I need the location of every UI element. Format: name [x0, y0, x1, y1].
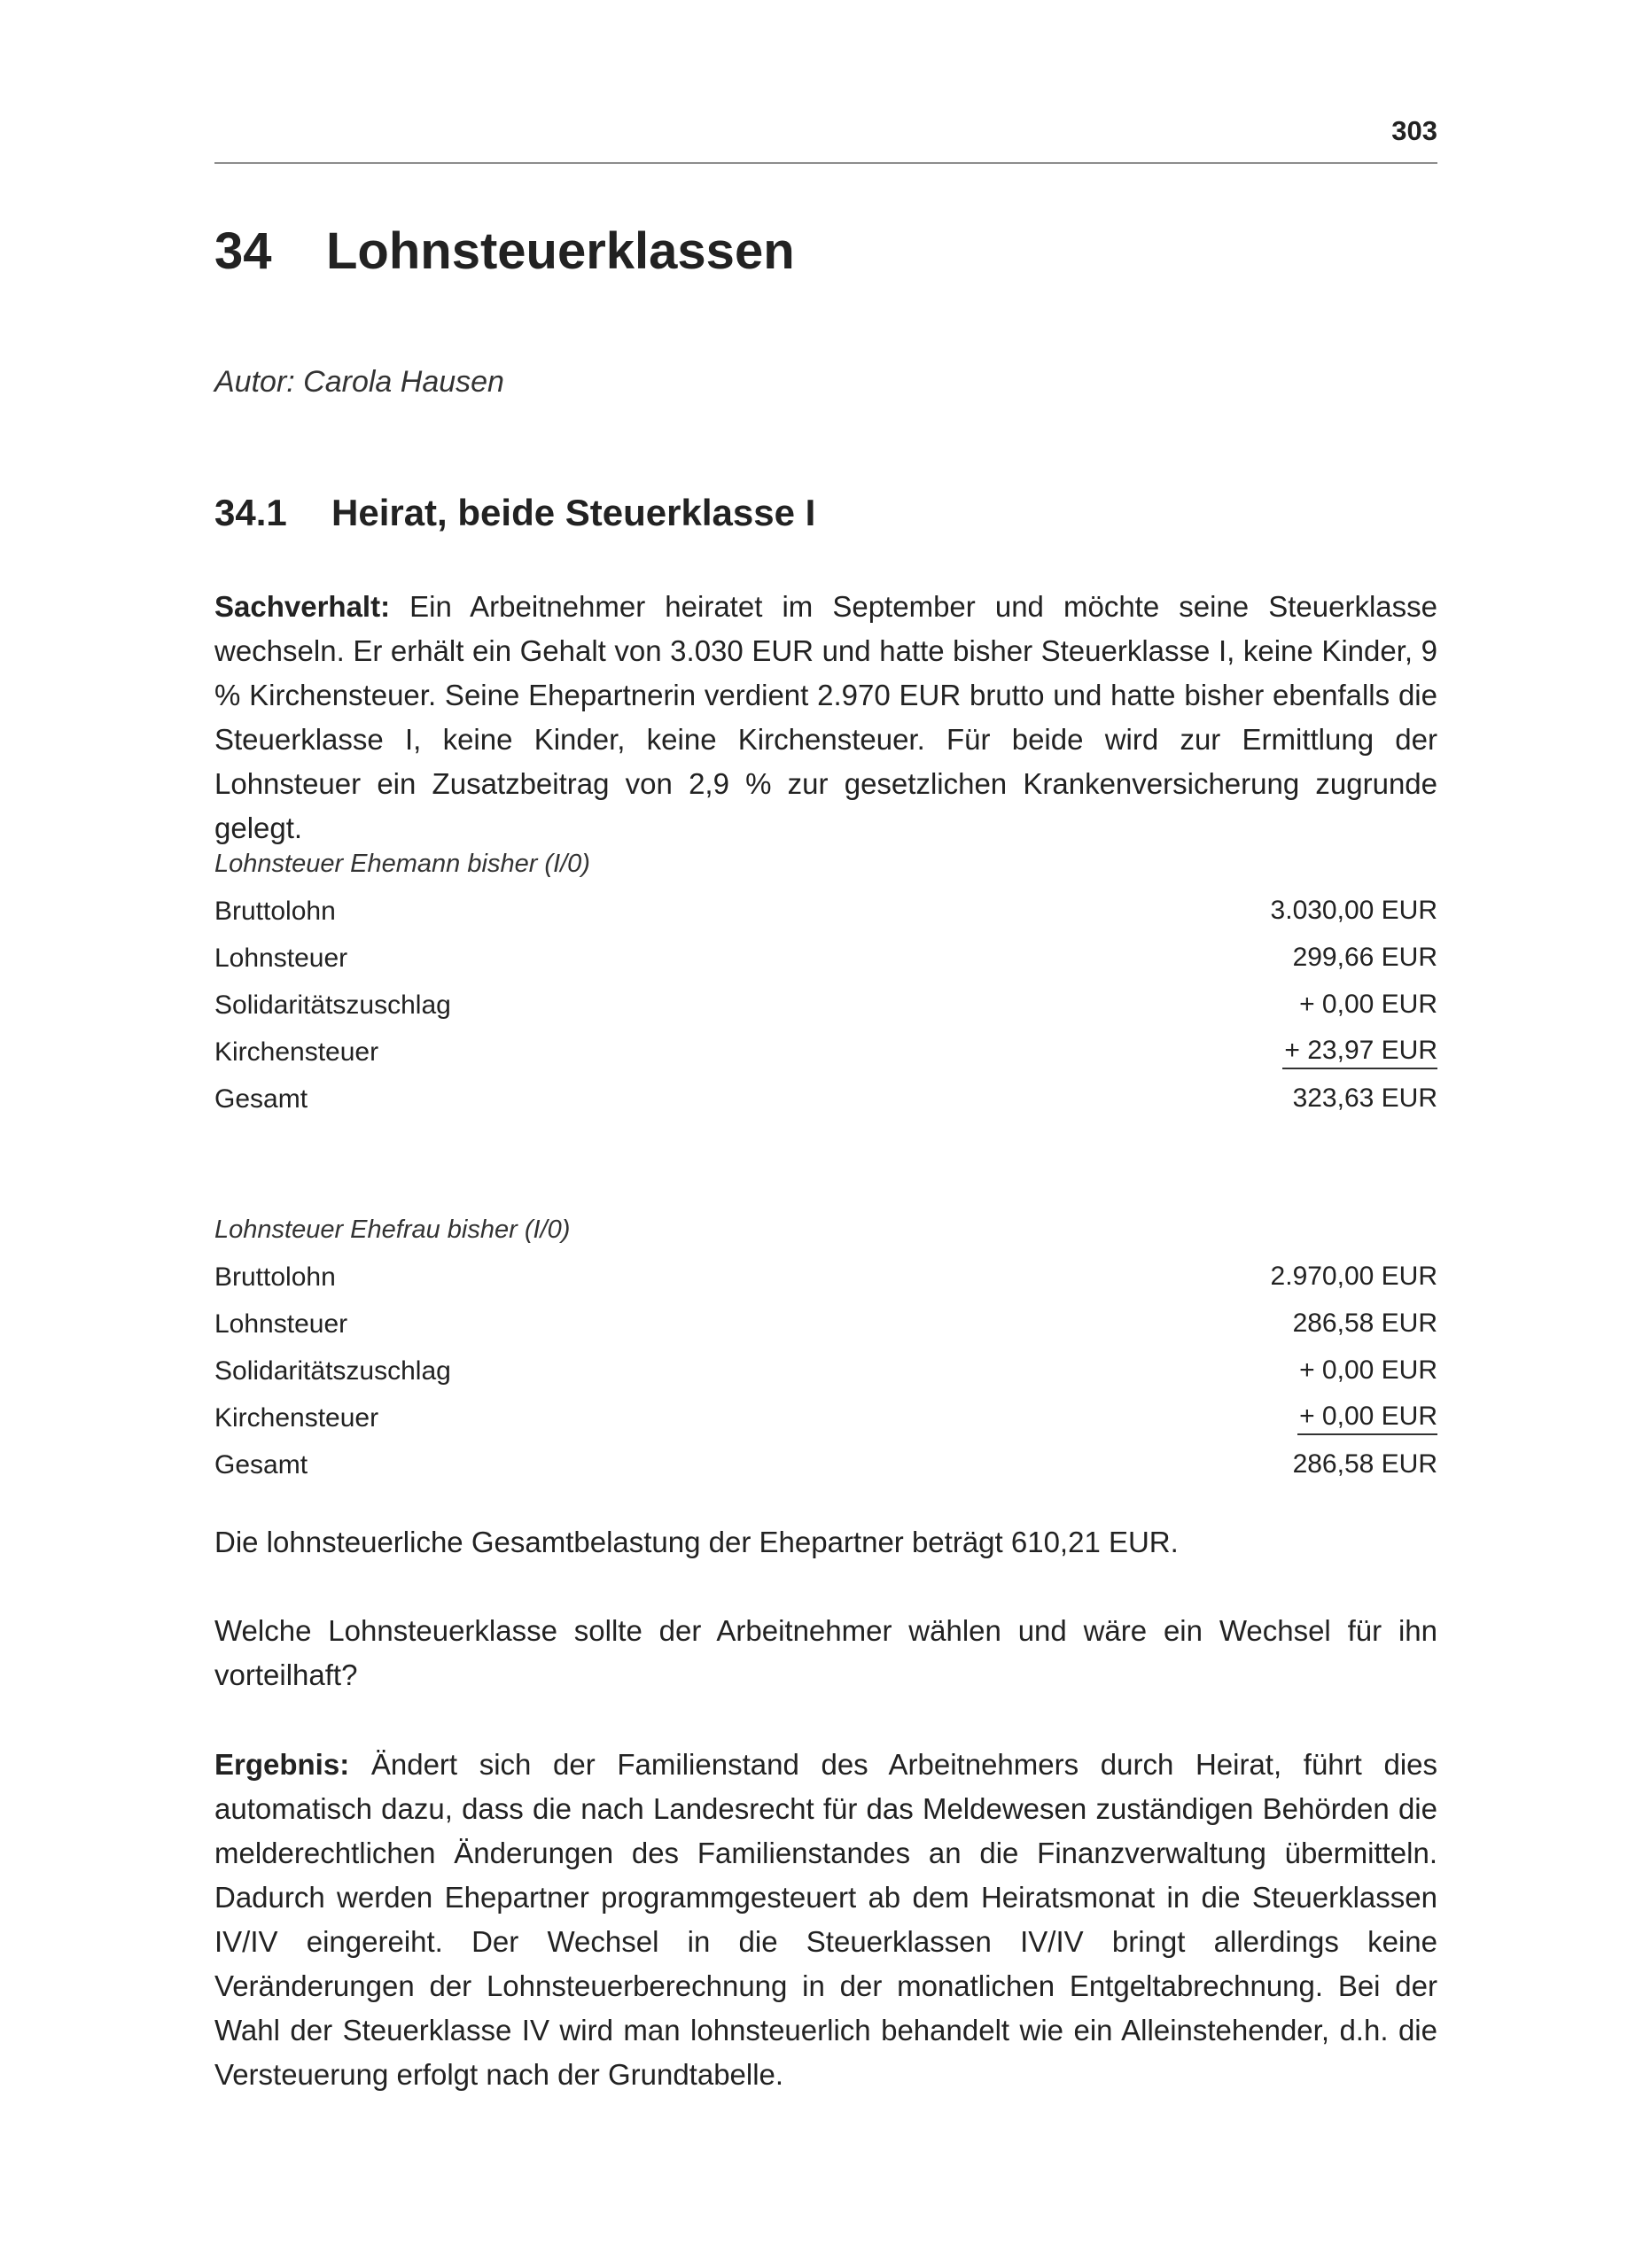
table-row — [214, 1348, 1437, 1394]
row-label: Kirchensteuer — [214, 1037, 379, 1067]
section-title — [214, 492, 815, 534]
row-label: Lohnsteuer — [214, 1309, 348, 1339]
table-caption: Lohnsteuer Ehemann bisher (I/0) — [214, 850, 590, 878]
row-label: Solidaritätszuschlag — [214, 990, 451, 1020]
table-ehemann — [214, 841, 1437, 1122]
gesamtbelastung-paragraph: Die lohnsteuerliche Gesamtbelastung der Ehepartner beträgt 610,21 EUR. — [214, 1526, 1179, 1558]
section-title-text: Heirat, beide Steuerklasse I — [331, 492, 816, 533]
table-row — [214, 1301, 1437, 1348]
row-value-total: 286,58 EUR — [1292, 1449, 1437, 1479]
row-value-total: 323,63 EUR — [1292, 1083, 1437, 1113]
chapter-title — [214, 221, 795, 281]
row-value: 3.030,00 EUR — [1270, 895, 1437, 925]
chapter-title-text: Lohnsteuerklassen — [326, 222, 795, 280]
row-value-underlined: + 23,97 EUR — [1282, 1036, 1437, 1069]
table-row — [214, 935, 1437, 982]
section-number: 34.1 — [214, 492, 287, 533]
row-value-underlined: + 0,00 EUR — [1297, 1402, 1437, 1435]
row-label: Gesamt — [214, 1084, 308, 1114]
row-label: Bruttolohn — [214, 896, 336, 926]
table-ehefrau — [214, 1207, 1437, 1488]
row-value: 286,58 EUR — [1292, 1308, 1437, 1338]
table-row-total — [214, 1441, 1437, 1488]
table-row-total — [214, 1076, 1437, 1122]
table-row — [214, 1029, 1437, 1076]
table-caption: Lohnsteuer Ehefrau bisher (I/0) — [214, 1216, 571, 1244]
row-label: Kirchensteuer — [214, 1402, 379, 1433]
ergebnis-text: Ändert sich der Familienstand des Arbeitnehmers durch Heirat, führt dies automatisch dazu, dass die nach Landesrecht für das Meldewesen zuständigen Behörden die melderechtlichen Änderungen des Familienstandes an die Finanzverwaltung übermitteln. Dadurch werden Ehepartner programmgesteuert ab dem Heiratsmonat in die Steuerklassen IV/IV eingereiht. Der Wechsel in die Steuerklassen IV/IV bringt allerdings keine Veränderungen der Lohnsteuerberechnung in der monatlichen Entgeltabrechnung. Bei der Wahl der Steuerklasse IV wird man lohnsteuerlich behandelt wie ein Alleinstehender, d.h. die Versteuerung erfolgt nach der Grundtabelle. — [214, 1748, 1437, 2091]
table-row — [214, 982, 1437, 1029]
header-rule — [214, 162, 1437, 164]
row-value: 299,66 EUR — [1292, 942, 1437, 972]
ergebnis-label: Ergebnis: — [214, 1748, 350, 1781]
row-value: 2.970,00 EUR — [1270, 1261, 1437, 1291]
row-value: + 0,00 EUR — [1299, 1355, 1437, 1385]
row-label: Lohnsteuer — [214, 943, 348, 973]
sachverhalt-paragraph — [214, 585, 1437, 850]
table-row — [214, 1394, 1437, 1441]
frage-paragraph: Welche Lohnsteuerklasse sollte der Arbeitnehmer wählen und wäre ein Wechsel für ihn vorteilhaft? — [214, 1614, 1437, 1691]
ergebnis-paragraph — [214, 1743, 1437, 2097]
page-number: 303 — [1391, 115, 1437, 146]
row-label: Gesamt — [214, 1449, 308, 1480]
sachverhalt-text: Ein Arbeitnehmer heiratet im September und möchte seine Steuerklasse wechseln. Er erhält ein Gehalt von 3.030 EUR und hatte bisher Steuerklasse I, keine Kinder, 9 % Kirchensteuer. Seine Ehepartnerin verdient 2.970 EUR brutto und hatte bisher ebenfalls die Steuerklasse I, keine Kinder, keine Kirchensteuer. Für beide wird zur Ermittlung der Lohnsteuer ein Zusatzbeitrag von 2,9 % zur gesetzlichen Krankenversicherung zugrunde gelegt. — [214, 590, 1437, 844]
row-label: Bruttolohn — [214, 1262, 336, 1292]
table-row — [214, 888, 1437, 935]
sachverhalt-label: Sachverhalt: — [214, 590, 391, 623]
row-label: Solidaritätszuschlag — [214, 1355, 451, 1386]
chapter-number: 34 — [214, 222, 272, 280]
row-value: + 0,00 EUR — [1299, 989, 1437, 1019]
table-row — [214, 1254, 1437, 1301]
author-line: Autor: Carola Hausen — [214, 365, 504, 399]
